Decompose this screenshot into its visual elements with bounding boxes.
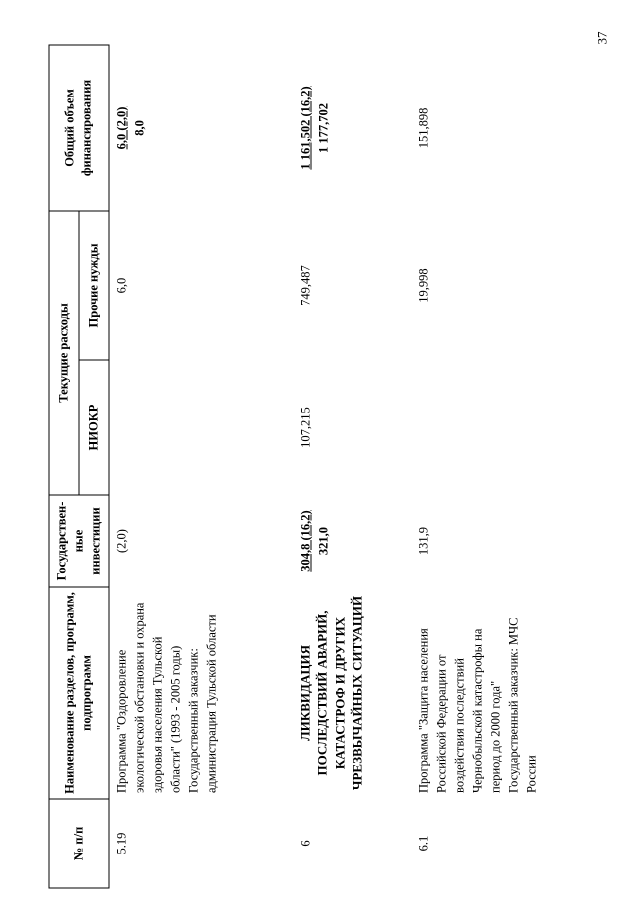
row-niokr [108, 360, 293, 495]
row-num: 6 [297, 839, 312, 847]
table-row [293, 44, 411, 887]
row-total-bottom: 1 177,702 [315, 102, 330, 153]
page-number: 37 [594, 31, 610, 45]
row-other: 749,487 [297, 264, 312, 306]
table-row [108, 44, 293, 887]
header-invest: Государствен-ные инвестиции [49, 495, 109, 587]
section-title: ЛИКВИДАЦИЯ ПОСЛЕДСТВИЙ АВАРИЙ, КАТАСТРОФ И ДРУГИХ ЧРЕЗВЫЧАЙНЫХ СИТУАЦИЙ [296, 595, 365, 790]
row-niokr: 107,215 [297, 406, 312, 448]
financing-table [48, 44, 607, 888]
row-num: 5.19 [113, 832, 128, 854]
row-other: 19,998 [415, 267, 430, 303]
row-name [293, 587, 411, 799]
header-other: Прочие нужды [78, 210, 108, 359]
row-num: 6.1 [415, 835, 430, 851]
row-invest-top: 304,8 (16,2) [297, 509, 312, 572]
header-current: Текущие расходы [49, 210, 79, 494]
row-total [293, 44, 411, 210]
header-num: № п/п [49, 799, 109, 888]
rotated-table-container [48, 45, 620, 888]
row-niokr [411, 360, 607, 495]
row-total [108, 44, 293, 210]
row-total: 151,898 [415, 107, 430, 148]
row-total-top: 6,0 (2,0) [113, 106, 128, 149]
header-total: Общий объем финансирования [49, 44, 109, 210]
row-other: 6,0 [113, 277, 128, 293]
row-name: Программа "Защита населения Российской Федерации от воздействия последствий Чернобыльской катастрофы на период до 2000 года" Государственный заказчик: МЧС России [415, 616, 539, 793]
row-invest-bottom: 321,0 [315, 526, 330, 555]
row-name: Программа "Оздоровление экологической обстановки и охрана здоровья населения Тульской области" (1993 - 2005 годы) Государственный заказчик: администрация Тульской области [113, 602, 219, 793]
row-invest: 131,9 [415, 526, 430, 555]
row-invest: (2,0) [113, 528, 128, 553]
header-name: Наименование разделов, программ, подпрограмм [49, 587, 109, 799]
row-total-bottom: 8,0 [131, 119, 146, 136]
row-total-top: 1 161,502 (16,2) [297, 85, 312, 170]
row-invest [293, 495, 411, 587]
table-row [411, 44, 607, 887]
header-niokr: НИОКР [78, 360, 108, 495]
